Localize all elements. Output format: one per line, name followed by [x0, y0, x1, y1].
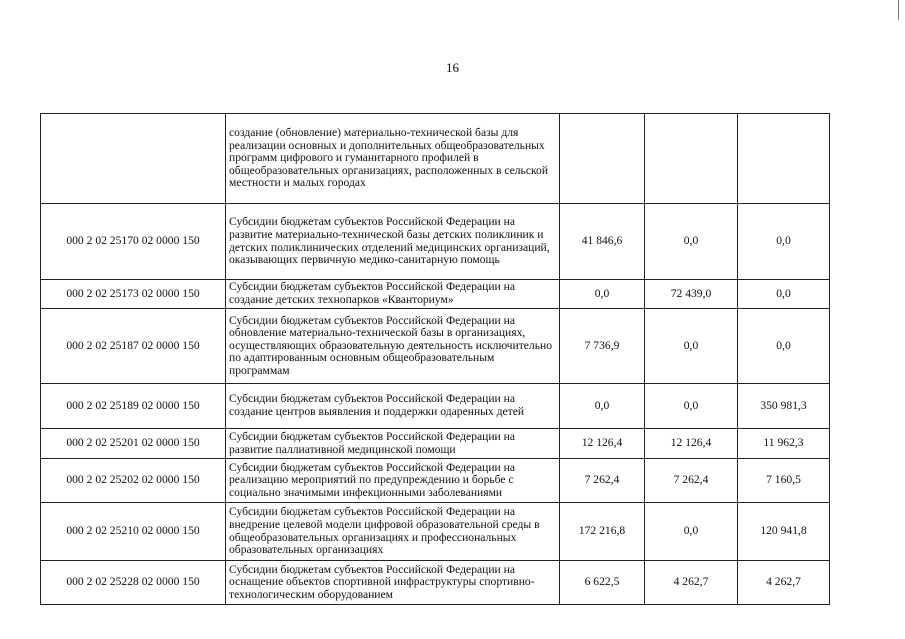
value-cell-1 — [560, 114, 645, 204]
description-cell: Субсидии бюджетам субъектов Российской Федерации на развитие паллиативной медицинской помощи — [226, 429, 560, 459]
value-cell-2: 4 262,7 — [645, 561, 738, 605]
value-cell-2: 7 262,4 — [645, 459, 738, 503]
value-cell-2: 0,0 — [645, 204, 738, 280]
value-cell-3: 350 981,3 — [738, 384, 830, 429]
budget-code-cell: 000 2 02 25173 02 0000 150 — [41, 280, 226, 309]
description-cell: Субсидии бюджетам субъектов Российской Федерации на развитие материально-технической базы детских поликлиник и детских поликлинических отделений медицинских организаций, оказывающих первичную медико-санитарную помощь — [226, 204, 560, 280]
budget-code-cell: 000 2 02 25201 02 0000 150 — [41, 429, 226, 459]
value-cell-2: 0,0 — [645, 309, 738, 384]
budget-code-cell: 000 2 02 25228 02 0000 150 — [41, 561, 226, 605]
value-cell-3: 0,0 — [738, 309, 830, 384]
value-cell-1: 0,0 — [560, 280, 645, 309]
value-cell-2: 72 439,0 — [645, 280, 738, 309]
value-cell-3: 11 962,3 — [738, 429, 830, 459]
table-row — [41, 503, 830, 561]
description-cell: Субсидии бюджетам субъектов Российской Федерации на оснащение объектов спортивной инфраструктуры спортивно-технологическим оборудованием — [226, 561, 560, 605]
value-cell-1: 6 622,5 — [560, 561, 645, 605]
budget-table — [40, 113, 830, 605]
table-row — [41, 114, 830, 204]
table-row — [41, 561, 830, 605]
table-row — [41, 204, 830, 280]
description-cell: Субсидии бюджетам субъектов Российской Федерации на обновление материально-технической базы в организациях, осуществляющих образовательную деятельность исключительно по адаптированным основным общеобразовательным программам — [226, 309, 560, 384]
value-cell-3: 0,0 — [738, 280, 830, 309]
budget-code-cell: 000 2 02 25202 02 0000 150 — [41, 459, 226, 503]
description-cell: Субсидии бюджетам субъектов Российской Федерации на реализацию мероприятий по предупреждению и борьбе с социально значимыми инфекционными заболеваниями — [226, 459, 560, 503]
budget-code-cell: 000 2 02 25210 02 0000 150 — [41, 503, 226, 561]
page-edge-mark — [898, 0, 905, 20]
description-cell: создание (обновление) материально-технической базы для реализации основных и дополнительных общеобразовательных программ цифрового и гуманитарного профилей в общеобразовательных организациях, расположенных в сельской местности и малых городах — [226, 114, 560, 204]
value-cell-3: 7 160,5 — [738, 459, 830, 503]
value-cell-1: 0,0 — [560, 384, 645, 429]
value-cell-2: 12 126,4 — [645, 429, 738, 459]
value-cell-2: 0,0 — [645, 503, 738, 561]
value-cell-1: 12 126,4 — [560, 429, 645, 459]
value-cell-1: 172 216,8 — [560, 503, 645, 561]
budget-code-cell — [41, 114, 226, 204]
budget-code-cell: 000 2 02 25189 02 0000 150 — [41, 384, 226, 429]
page-number: 16 — [446, 60, 459, 75]
description-cell: Субсидии бюджетам субъектов Российской Федерации на создание детских технопарков «Кванториум» — [226, 280, 560, 309]
value-cell-2: 0,0 — [645, 384, 738, 429]
value-cell-3: 120 941,8 — [738, 503, 830, 561]
value-cell-3: 0,0 — [738, 204, 830, 280]
table-row — [41, 280, 830, 309]
description-cell: Субсидии бюджетам субъектов Российской Федерации на создание центров выявления и поддержки одаренных детей — [226, 384, 560, 429]
value-cell-3: 4 262,7 — [738, 561, 830, 605]
value-cell-1: 7 262,4 — [560, 459, 645, 503]
description-cell: Субсидии бюджетам субъектов Российской Федерации на внедрение целевой модели цифровой образовательной среды в общеобразовательных организациях и профессиональных образовательных организациях — [226, 503, 560, 561]
table-row — [41, 429, 830, 459]
table-row — [41, 384, 830, 429]
value-cell-3 — [738, 114, 830, 204]
value-cell-1: 41 846,6 — [560, 204, 645, 280]
value-cell-2 — [645, 114, 738, 204]
budget-code-cell: 000 2 02 25187 02 0000 150 — [41, 309, 226, 384]
budget-code-cell: 000 2 02 25170 02 0000 150 — [41, 204, 226, 280]
table-row — [41, 459, 830, 503]
table-row — [41, 309, 830, 384]
value-cell-1: 7 736,9 — [560, 309, 645, 384]
